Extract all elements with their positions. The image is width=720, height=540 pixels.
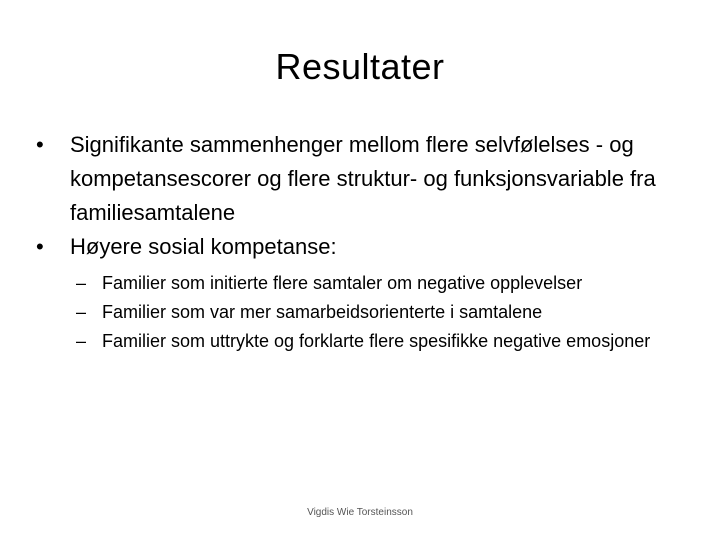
bullet-text: Høyere sosial kompetanse: [70,234,337,259]
sub-bullet-text: Familier som uttrykte og forklarte flere spesifikke negative emosjoner [102,331,651,351]
bullet-list [36,128,686,357]
bullet-item [36,230,686,264]
sub-bullet-text: Familier som var mer samarbeidsorienterte i samtalene [102,302,543,322]
sub-bullet-item [76,328,686,355]
dash-marker: – [76,331,87,351]
sub-bullet-item [76,299,686,326]
bullet-marker: • [36,132,44,157]
bullet-text: Signifikante sammenhenger mellom flere selvfølelses - og kompetansescorer og flere struktur- og funksjonsvariable fra familiesamtalene [70,132,656,225]
dash-marker: – [76,273,87,293]
footer-author: Vigdis Wie Torsteinsson [307,507,413,518]
bullet-item [36,128,686,230]
dash-marker: – [76,302,87,322]
sub-bullet-text: Familier som initierte flere samtaler om negative opplevelser [102,273,583,293]
bullet-marker: • [36,234,44,259]
sub-bullet-item [76,270,686,297]
slide-title: Resultater [275,46,445,87]
sub-bullet-list [36,270,686,355]
sub-bullet-container [36,270,686,355]
